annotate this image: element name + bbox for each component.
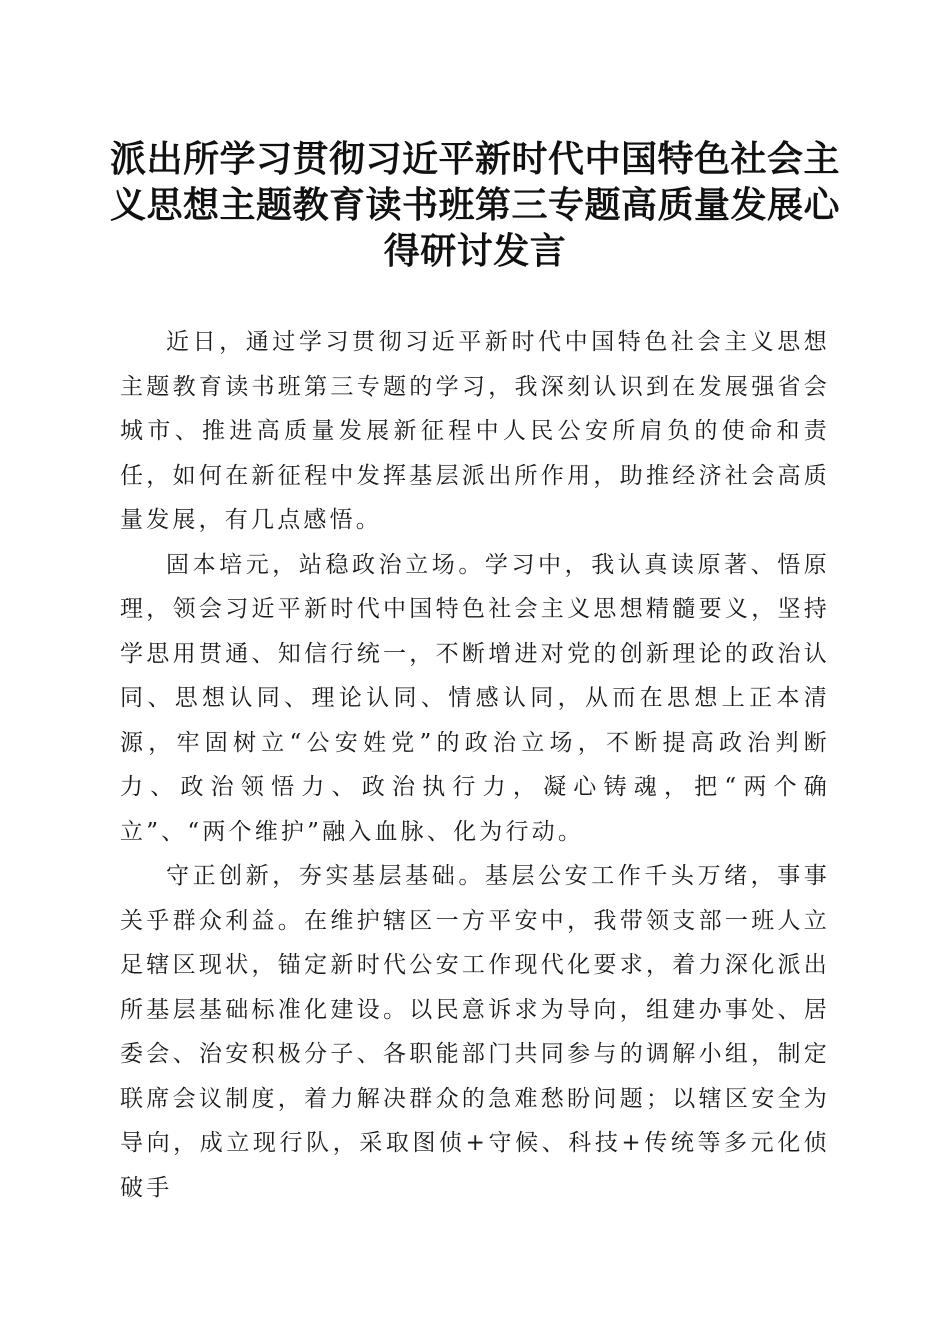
document-title: 派出所学习贯彻习近平新时代中国特色社会主义思想主题教育读书班第三专题高质量发展心得研讨发言 xyxy=(110,138,841,272)
document-body xyxy=(120,320,830,1210)
paragraph: 近日，通过学习贯彻习近平新时代中国特色社会主义思想主题教育读书班第三专题的学习，我深刻认识到在发展强省会城市、推进高质量发展新征程中人民公安所肩负的使命和责任，如何在新征程中发挥基层派出所作用，助推经济社会高质量发展，有几点感悟。 xyxy=(120,329,830,533)
paragraph: 固本培元，站稳政治立场。学习中，我认真读原著、悟原理，领会习近平新时代中国特色社会主义思想精髓要义，坚持学思用贯通、知信行统一，不断增进对党的创新理论的政治认同、思想认同、理论认同、情感认同，从而在思想上正本清源，牢固树立“公安姓党”的政治立场，不断提高政治判断力、政治领悟力、政治执行力，凝心铸魂，把“两个确立”、“两个维护”融入血脉、化为行动。 xyxy=(120,551,830,845)
paragraph: 守正创新，夯实基层基础。基层公安工作千头万绪，事事关乎群众利益。在维护辖区一方平安中，我带领支部一班人立足辖区现状，锚定新时代公安工作现代化要求，着力深化派出所基层基础标准化建设。以民意诉求为导向，组建办事处、居委会、治安积极分子、各职能部门共同参与的调解小组，制定联席会议制度，着力解决群众的急难愁盼问题；以辖区安全为导向，成立现行队，采取图侦+守候、科技+传统等多元化侦破手 xyxy=(120,863,830,1201)
